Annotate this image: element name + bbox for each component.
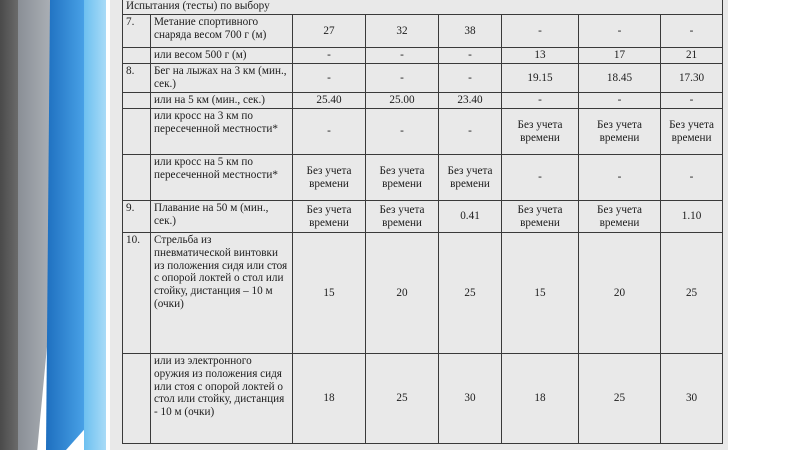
- stripe-blue: [46, 0, 86, 450]
- test-name: или кросс на 3 км по пересеченной местности*: [151, 109, 293, 155]
- value-cell: Без учета времени: [293, 155, 366, 201]
- value-cell: -: [293, 109, 366, 155]
- value-cell: 30: [661, 354, 723, 444]
- stripe-light-blue: [84, 0, 106, 450]
- value-cell: 25: [439, 233, 502, 354]
- value-cell: 25: [366, 354, 439, 444]
- value-cell: 18: [502, 354, 579, 444]
- row-number: 8.: [123, 64, 151, 93]
- value-cell: Без учета времени: [293, 201, 366, 233]
- value-cell: 19.15: [502, 64, 579, 93]
- table-row: [123, 155, 723, 201]
- value-cell: -: [579, 155, 661, 201]
- value-cell: -: [579, 15, 661, 48]
- row-number: [123, 354, 151, 444]
- stripe-grey: [18, 0, 50, 450]
- value-cell: -: [439, 48, 502, 64]
- row-number: [123, 48, 151, 64]
- value-cell: 25.40: [293, 93, 366, 109]
- row-number: [123, 109, 151, 155]
- table-row: [123, 64, 723, 93]
- value-cell: -: [502, 15, 579, 48]
- value-cell: Без учета времени: [439, 155, 502, 201]
- section-title: Испытания (тесты) по выбору: [123, 0, 723, 15]
- table-row: [123, 48, 723, 64]
- value-cell: Без учета времени: [579, 109, 661, 155]
- table-row: [123, 15, 723, 48]
- value-cell: Без учета времени: [502, 201, 579, 233]
- value-cell: -: [439, 64, 502, 93]
- value-cell: -: [366, 109, 439, 155]
- value-cell: 15: [293, 233, 366, 354]
- row-number: 10.: [123, 233, 151, 354]
- row-number: 7.: [123, 15, 151, 48]
- value-cell: -: [502, 93, 579, 109]
- value-cell: 1.10: [661, 201, 723, 233]
- value-cell: 18: [293, 354, 366, 444]
- value-cell: 20: [579, 233, 661, 354]
- value-cell: 15: [502, 233, 579, 354]
- value-cell: -: [661, 15, 723, 48]
- value-cell: 38: [439, 15, 502, 48]
- slide-decoration-left: [0, 0, 110, 450]
- row-number: [123, 93, 151, 109]
- value-cell: 17: [579, 48, 661, 64]
- value-cell: Без учета времени: [579, 201, 661, 233]
- table-row: [123, 201, 723, 233]
- value-cell: 25: [579, 354, 661, 444]
- value-cell: -: [579, 93, 661, 109]
- test-name: или из электронного оружия из положения сидя или стоя с опорой локтей о стол или стойку, дистанция - 10 м (очки): [151, 354, 293, 444]
- value-cell: -: [366, 48, 439, 64]
- row-number: 9.: [123, 201, 151, 233]
- test-name: или весом 500 г (м): [151, 48, 293, 64]
- test-name: Бег на лыжах на 3 км (мин., сек.): [151, 64, 293, 93]
- test-name: Плавание на 50 м (мин., сек.): [151, 201, 293, 233]
- row-number: [123, 155, 151, 201]
- value-cell: 25.00: [366, 93, 439, 109]
- test-name: Метание спортивного снаряда весом 700 г (м): [151, 15, 293, 48]
- test-name: или на 5 км (мин., сек.): [151, 93, 293, 109]
- value-cell: Без учета времени: [502, 109, 579, 155]
- value-cell: -: [661, 155, 723, 201]
- stripe-dark-grey: [0, 0, 18, 450]
- table-row: [123, 233, 723, 354]
- value-cell: 32: [366, 15, 439, 48]
- table-row: [123, 109, 723, 155]
- value-cell: Без учета времени: [366, 155, 439, 201]
- value-cell: -: [366, 64, 439, 93]
- value-cell: 23.40: [439, 93, 502, 109]
- test-name: Стрельба из пневматической винтовки из положения сидя или стоя с опорой локтей о стол или стойку, дистанция – 10 м (очки): [151, 233, 293, 354]
- value-cell: Без учета времени: [366, 201, 439, 233]
- value-cell: 20: [366, 233, 439, 354]
- value-cell: 21: [661, 48, 723, 64]
- scanned-document: [110, 0, 728, 450]
- value-cell: -: [293, 64, 366, 93]
- value-cell: 13: [502, 48, 579, 64]
- slide-margin-right: [728, 0, 800, 450]
- value-cell: 0.41: [439, 201, 502, 233]
- value-cell: -: [439, 109, 502, 155]
- table-row: [123, 354, 723, 444]
- value-cell: -: [661, 93, 723, 109]
- value-cell: 27: [293, 15, 366, 48]
- standards-table: [122, 0, 723, 444]
- value-cell: -: [293, 48, 366, 64]
- value-cell: 18.45: [579, 64, 661, 93]
- table-row: [123, 93, 723, 109]
- value-cell: 25: [661, 233, 723, 354]
- value-cell: Без учета времени: [661, 109, 723, 155]
- value-cell: -: [502, 155, 579, 201]
- test-name: или кросс на 5 км по пересеченной местности*: [151, 155, 293, 201]
- section-header-row: [123, 0, 723, 15]
- value-cell: 17.30: [661, 64, 723, 93]
- value-cell: 30: [439, 354, 502, 444]
